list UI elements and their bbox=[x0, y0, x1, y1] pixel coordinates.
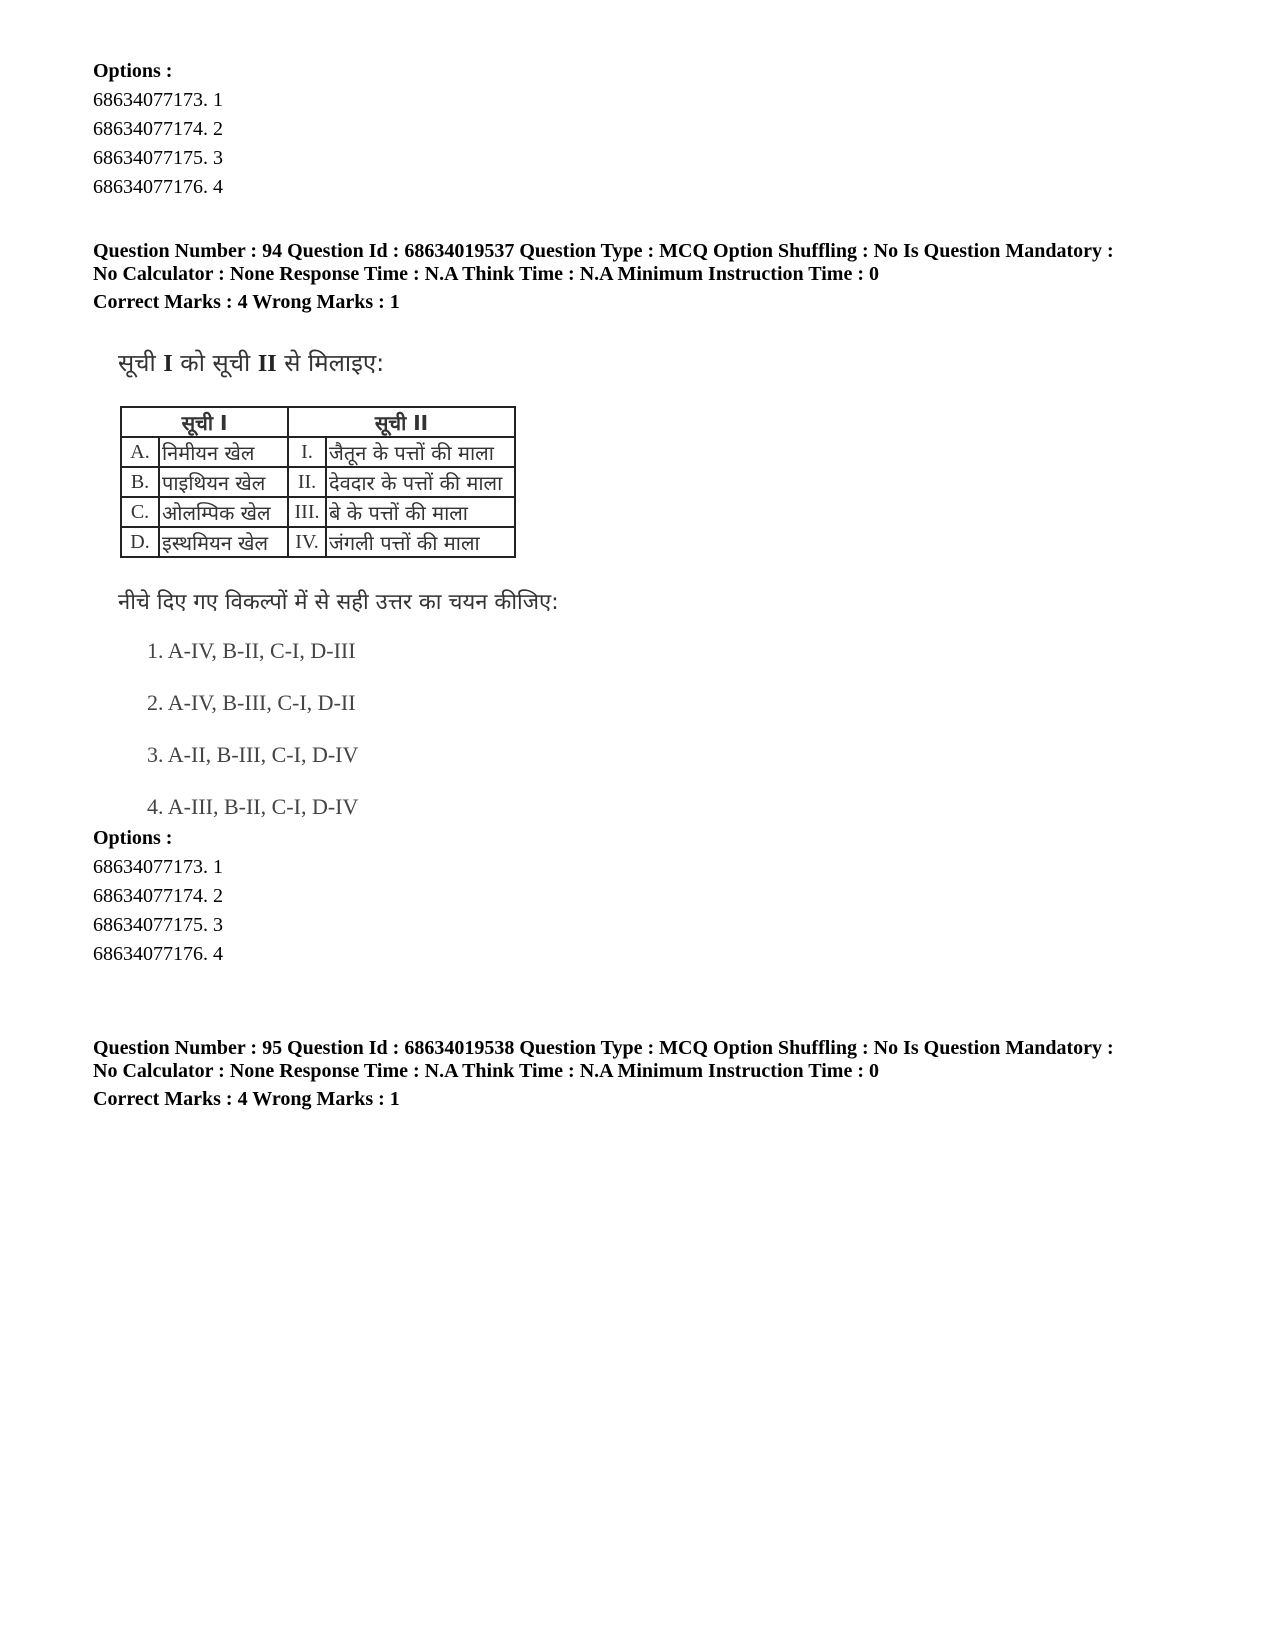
row-value-2: बे के पत्तों की माला bbox=[326, 497, 515, 527]
q94-instruction: नीचे दिए गए विकल्पों में से सही उत्तर का चयन कीजिए: bbox=[118, 590, 559, 615]
table-row bbox=[121, 527, 515, 557]
option-item: 68634077173. 1 bbox=[93, 856, 223, 878]
q95-meta bbox=[93, 1037, 1215, 1111]
title-list-1: I bbox=[163, 351, 173, 377]
row-value-2: जंगली पत्तों की माला bbox=[326, 527, 515, 557]
title-pre: सूची bbox=[118, 349, 164, 377]
q94-choice-2: 2. A-IV, B-III, C-I, D-II bbox=[147, 690, 356, 715]
q95-marks: Correct Marks : 4 Wrong Marks : 1 bbox=[93, 1088, 400, 1110]
row-value-1: इस्थमियन खेल bbox=[159, 527, 288, 557]
q95-meta-line2: No Calculator : None Response Time : N.A Think Time : N.A Minimum Instruction Time : 0 bbox=[93, 1060, 879, 1082]
q94-meta-line2: No Calculator : None Response Time : N.A Think Time : N.A Minimum Instruction Time : 0 bbox=[93, 263, 879, 285]
row-key-1: D. bbox=[121, 527, 159, 557]
q94-marks: Correct Marks : 4 Wrong Marks : 1 bbox=[93, 291, 400, 313]
table-row bbox=[121, 437, 515, 467]
q94-options bbox=[93, 824, 1215, 969]
match-table bbox=[120, 406, 516, 558]
row-key-1: C. bbox=[121, 497, 159, 527]
title-mid: को सूची bbox=[172, 349, 258, 377]
q94-choice-4: 4. A-III, B-II, C-I, D-IV bbox=[147, 794, 359, 819]
row-key-1: A. bbox=[121, 437, 159, 467]
title-post: से मिलाइए: bbox=[276, 349, 385, 377]
row-key-1: B. bbox=[121, 467, 159, 497]
q94-question-title bbox=[118, 346, 384, 379]
q94-question-image bbox=[118, 346, 638, 846]
q94-meta-line1: Question Number : 94 Question Id : 68634019537 Question Type : MCQ Option Shuffling : No Is Question Mandatory : bbox=[93, 240, 1114, 262]
list-1-header: सूची I bbox=[121, 407, 288, 437]
options-heading: Options : bbox=[93, 60, 173, 82]
q94-meta bbox=[93, 240, 1215, 314]
option-item: 68634077174. 2 bbox=[93, 885, 223, 907]
q95-meta-line1: Question Number : 95 Question Id : 68634019538 Question Type : MCQ Option Shuffling : No Is Question Mandatory : bbox=[93, 1037, 1114, 1059]
row-value-1: ओलम्पिक खेल bbox=[159, 497, 288, 527]
row-value-2: जैतून के पत्तों की माला bbox=[326, 437, 515, 467]
option-item: 68634077175. 3 bbox=[93, 147, 223, 169]
row-value-1: निमीयन खेल bbox=[159, 437, 288, 467]
option-item: 68634077173. 1 bbox=[93, 89, 223, 111]
q94-choice-1: 1. A-IV, B-II, C-I, D-III bbox=[147, 638, 356, 663]
row-key-2: I. bbox=[288, 437, 326, 467]
row-value-1: पाइथियन खेल bbox=[159, 467, 288, 497]
row-key-2: IV. bbox=[288, 527, 326, 557]
option-item: 68634077176. 4 bbox=[93, 176, 223, 198]
option-item: 68634077176. 4 bbox=[93, 943, 223, 965]
table-row bbox=[121, 497, 515, 527]
q94-choice-3: 3. A-II, B-III, C-I, D-IV bbox=[147, 742, 359, 767]
match-table-header bbox=[121, 407, 515, 437]
row-key-2: II. bbox=[288, 467, 326, 497]
options-heading: Options : bbox=[93, 827, 173, 849]
row-value-2: देवदार के पत्तों की माला bbox=[326, 467, 515, 497]
row-key-2: III. bbox=[288, 497, 326, 527]
list-2-header: सूची II bbox=[288, 407, 515, 437]
table-row bbox=[121, 467, 515, 497]
option-item: 68634077174. 2 bbox=[93, 118, 223, 140]
option-item: 68634077175. 3 bbox=[93, 914, 223, 936]
title-list-2: II bbox=[257, 351, 277, 377]
prev-options bbox=[93, 57, 1215, 202]
